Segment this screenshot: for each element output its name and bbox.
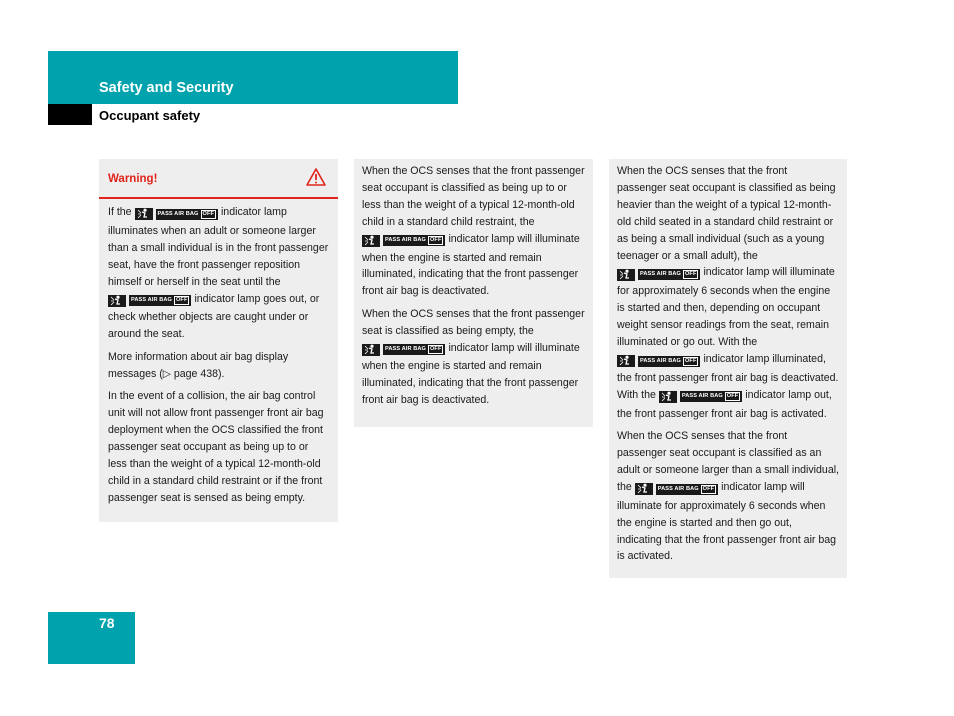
air-bag-seat-icon [108, 295, 126, 307]
pass-air-bag-off-indicator [617, 353, 700, 370]
lamp-off-label: OFF [702, 485, 715, 492]
lamp-label: PASS AIR BAG [640, 271, 681, 278]
middle-text [354, 159, 593, 409]
text-run: indicator lamp will illuminate for approximately 6 seconds when the engine is started and then go out, indicating that the front passenger front air bag is activated. [617, 480, 837, 563]
warning-paragraph-2: More information about air bag display messages (▷ page 438). [108, 350, 289, 380]
lamp-label: PASS AIR BAG [681, 393, 723, 400]
section-marker [48, 104, 92, 125]
lamp-label: PASS AIR BAG [131, 297, 172, 304]
middle-column [354, 159, 593, 427]
text-run: indicator lamp out, the front passenger front air bag is activated. [617, 388, 832, 420]
lamp-off-label: OFF [684, 271, 697, 278]
text-run: If the [108, 206, 132, 218]
lamp-off-label: OFF [684, 357, 697, 364]
page-number-band [48, 612, 135, 664]
lamp-label: PASS AIR BAG [657, 485, 699, 492]
text-run: indicator lamp will illuminate when the engine is started and remain illuminated, indicating that the front passenger front air bag is deactivated. [362, 341, 580, 407]
air-bag-seat-icon [362, 344, 380, 356]
air-bag-seat-icon [135, 208, 153, 220]
pass-air-bag-off-indicator [635, 481, 718, 498]
header-band [48, 51, 458, 104]
right-column [609, 159, 847, 578]
page-number: 78 [99, 615, 115, 631]
text-run: indicator lamp illuminated, the front passenger front air bag is deactivated. With the [617, 352, 839, 401]
warning-triangle-icon [306, 168, 326, 192]
pass-air-bag-off-indicator [135, 206, 218, 223]
pass-air-bag-off-indicator [362, 233, 445, 250]
middle-paragraph-2 [362, 306, 585, 409]
pass-air-bag-off-indicator [617, 266, 700, 283]
lamp-label: PASS AIR BAG [385, 346, 426, 353]
right-paragraph-1 [617, 163, 839, 423]
air-bag-seat-icon [659, 391, 677, 403]
air-bag-seat-icon [362, 235, 380, 247]
air-bag-seat-icon [617, 355, 635, 367]
text-run: When the OCS senses that the front passenger seat occupant is classified as being up to or less than the weight of a typical 12-month-old child in a standard child restraint, the [362, 165, 585, 228]
pass-air-bag-off-indicator [108, 293, 191, 310]
lamp-off-label: OFF [429, 346, 442, 353]
section-title: Safety and Security [99, 80, 234, 96]
right-paragraph-2 [617, 428, 839, 565]
lamp-label: PASS AIR BAG [385, 237, 426, 244]
lamp-off-label: OFF [726, 393, 739, 400]
text-run: indicator lamp will illuminate for approximately 6 seconds when the engine is started and then, depending on occupant weight sensor readings from the seat, remain illuminated or go out. With the [617, 266, 835, 349]
warning-paragraph-1 [108, 204, 329, 343]
warning-paragraph-3: In the event of a collision, the air bag control unit will not allow front passenger front air bag deployment when the OCS classified the front passenger seat occupant as being up to or less than the weight of a typical 12-month-old child in a standard child restraint or if the front passenger seat is sensed as being empty. [108, 390, 324, 504]
lamp-off-label: OFF [429, 237, 442, 244]
air-bag-seat-icon [635, 483, 653, 495]
pass-air-bag-off-indicator [362, 342, 445, 359]
right-text [609, 159, 847, 565]
warning-header [99, 159, 338, 199]
lamp-off-label: OFF [175, 297, 188, 304]
text-run: indicator lamp will illuminate when the engine is started and remain illuminated, indicating that the front passenger front air bag is deactivated. [362, 232, 580, 298]
text-run: indicator lamp illuminates when an adult or someone larger than a small individual is in the front passenger seat, have the front passenger reposition himself or herself in the seat until the [108, 206, 329, 288]
text-run: When the OCS senses that the front passenger seat is classified as being empty, the [362, 307, 585, 337]
warning-box [99, 159, 338, 522]
text-run: indicator lamp goes out, or check whether objects are caught under or around the seat. [108, 292, 320, 341]
pass-air-bag-off-indicator [659, 389, 742, 406]
lamp-label: PASS AIR BAG [157, 210, 199, 217]
middle-paragraph-1 [362, 163, 585, 300]
subsection-title: Occupant safety [99, 108, 201, 123]
lamp-label: PASS AIR BAG [640, 357, 681, 364]
lamp-off-label: OFF [202, 210, 214, 217]
warning-label: Warning! [108, 173, 158, 185]
air-bag-seat-icon [617, 269, 635, 281]
text-run: When the OCS senses that the front passenger seat occupant is classified as an adult or someone larger than a small individual, the [617, 430, 840, 493]
warning-text [99, 199, 338, 506]
text-run: When the OCS senses that the front passenger seat occupant is classified as being heavier than the weight of a typical 12-month-old child seated in a standard child restraint or as being a small individual (such as a young teenager or a small adult), the [617, 165, 836, 262]
